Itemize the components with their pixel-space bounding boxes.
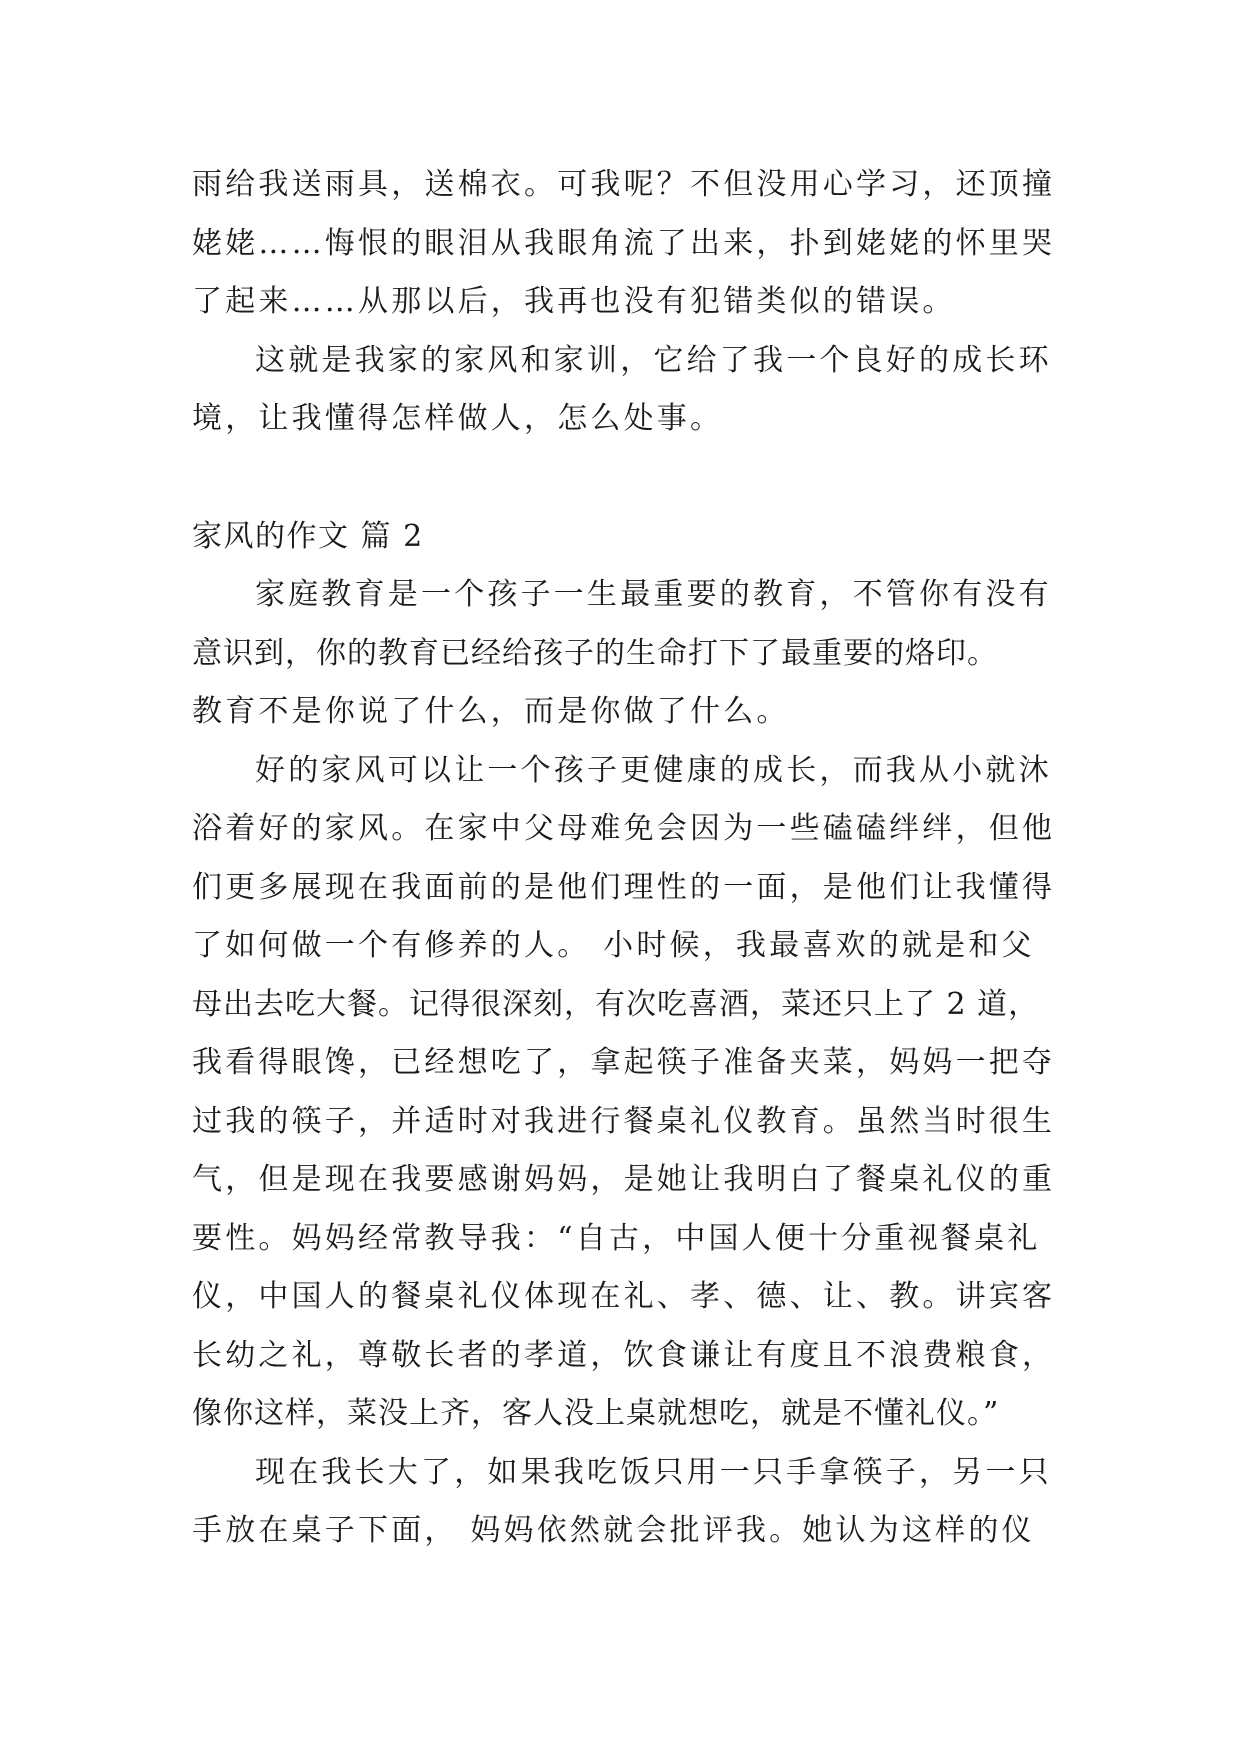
paragraph-line: 教育不是你说了什么，而是你做了什么。: [192, 694, 790, 729]
paragraph-line: 母出去吃大餐。记得很深刻，有次吃喜酒，菜还只上了 2 道，: [192, 987, 1040, 1022]
paragraph-line: 意识到，你的教育已经给孩子的生命打下了最重要的烙印。: [192, 636, 998, 671]
paragraph-line: 过我的筷子，并适时对我进行餐桌礼仪教育。虽然当时很生: [192, 1104, 1056, 1139]
paragraph-line: 好的家风可以让一个孩子更健康的成长，而我从小就沐: [255, 753, 1052, 788]
paragraph-line: 姥姥……悔恨的眼泪从我眼角流了出来，扑到姥姥的怀里哭: [192, 226, 1056, 261]
paragraph-line: 要性。妈妈经常教导我：“自古，中国人便十分重视餐桌礼: [192, 1221, 1041, 1256]
section-heading: 家风的作文 篇 2: [192, 519, 424, 554]
paragraph-line: 雨给我送雨具，送棉衣。可我呢？不但没用心学习，还顶撞: [192, 167, 1056, 202]
paragraph-line: 了如何做一个有修养的人。 小时候，我最喜欢的就是和父: [192, 928, 1035, 963]
paragraph-line: 了起来……从那以后，我再也没有犯错类似的错误。: [192, 284, 956, 319]
paragraph-line: 现在我长大了，如果我吃饭只用一只手拿筷子，另一只: [255, 1455, 1052, 1490]
paragraph-line: 长幼之礼，尊敬长者的孝道，饮食谦让有度且不浪费粮食，: [192, 1338, 1056, 1373]
paragraph-line: 我看得眼馋，已经想吃了，拿起筷子准备夹菜，妈妈一把夺: [192, 1045, 1056, 1080]
paragraph-line: 家庭教育是一个孩子一生最重要的教育，不管你有没有: [255, 577, 1052, 612]
paragraph-line: 气，但是现在我要感谢妈妈，是她让我明白了餐桌礼仪的重: [192, 1162, 1056, 1197]
paragraph-line: 像你这样，菜没上齐，客人没上桌就想吃，就是不懂礼仪。”: [192, 1396, 1000, 1431]
paragraph-line: 们更多展现在我面前的是他们理性的一面，是他们让我懂得: [192, 870, 1056, 905]
paragraph-line: 这就是我家的家风和家训，它给了我一个良好的成长环: [255, 343, 1052, 378]
paragraph-line: 境，让我懂得怎样做人，怎么处事。: [192, 401, 724, 436]
paragraph-line: 仪，中国人的餐桌礼仪体现在礼、孝、德、让、教。讲宾客: [192, 1279, 1056, 1314]
paragraph-line: 浴着好的家风。在家中父母难免会因为一些磕磕绊绊，但他: [192, 811, 1056, 846]
paragraph-line: 手放在桌子下面， 妈妈依然就会批评我。她认为这样的仪: [192, 1513, 1035, 1548]
